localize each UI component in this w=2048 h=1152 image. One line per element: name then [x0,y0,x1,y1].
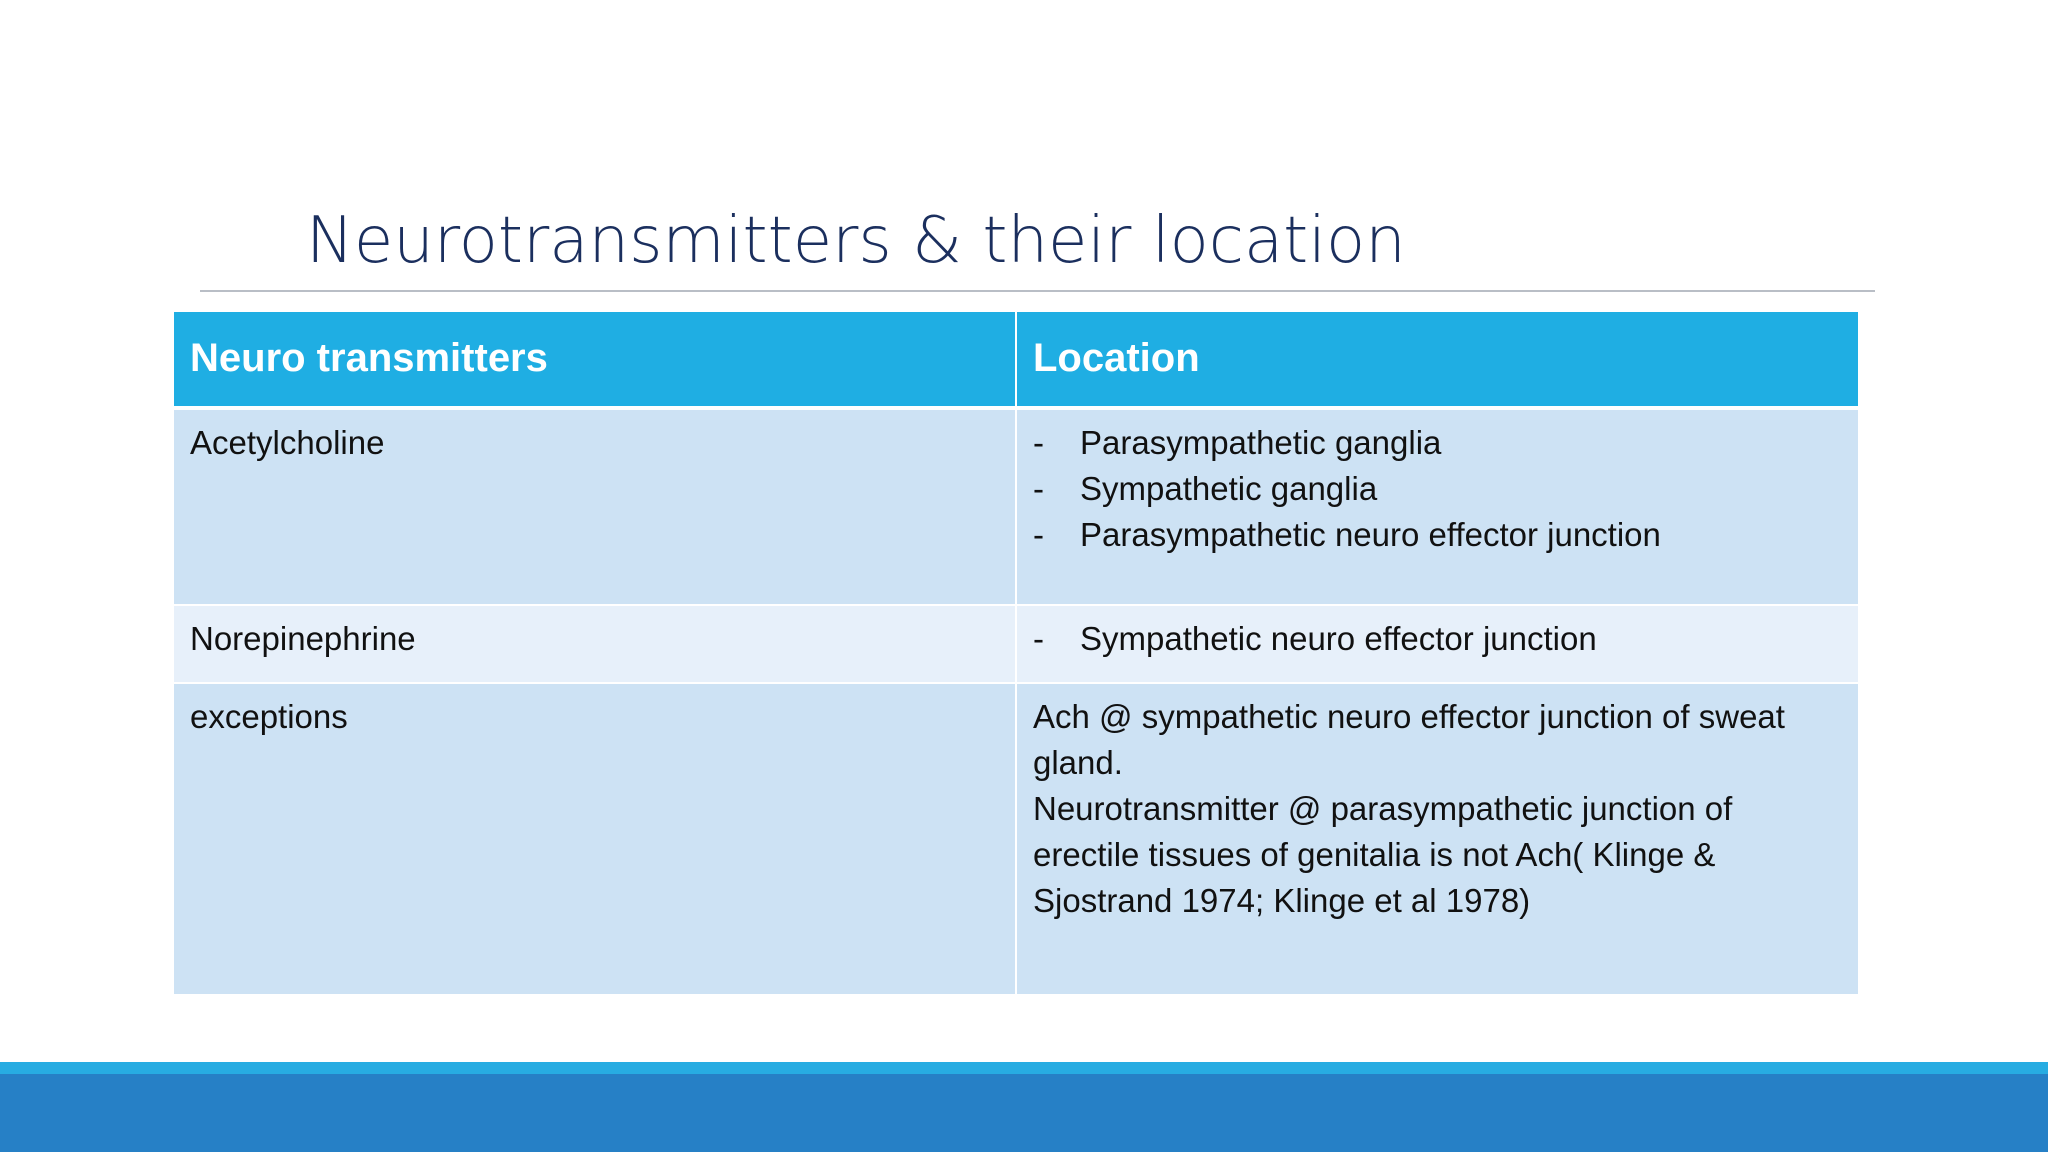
location-list [1033,420,1842,558]
slide-title: Neurotransmitters & their location [306,204,1406,278]
location-text: Parasympathetic ganglia [1080,424,1442,461]
table-header-row [174,312,1858,406]
location-text: Sympathetic neuro effector junction [1080,620,1597,657]
dash-marker: - [1033,470,1044,507]
list-item [1033,420,1842,466]
list-item [1033,616,1842,662]
table-row [174,410,1858,604]
transmitter-cell: exceptions [174,684,1015,994]
list-item [1033,512,1842,558]
header-cell-transmitters: Neuro transmitters [174,312,1015,406]
dash-marker: - [1033,424,1044,461]
location-list [1033,616,1842,662]
footer-band-accent [0,1062,2048,1074]
location-text: Parasympathetic neuro effector junction [1080,516,1661,553]
exceptions-cell [1017,684,1858,994]
location-cell [1017,410,1858,604]
exception-note: Neurotransmitter @ parasympathetic junction of erectile tissues of genitalia is not Ach( Klinge & Sjostrand 1974; Klinge et al 1978) [1033,790,1733,919]
table-row [174,684,1858,994]
transmitter-cell: Acetylcholine [174,410,1015,604]
footer-band [0,1074,2048,1152]
table-row [174,606,1858,682]
location-cell [1017,606,1858,682]
title-divider [200,290,1875,292]
transmitter-cell: Norepinephrine [174,606,1015,682]
exception-note: Ach @ sympathetic neuro effector junction of sweat gland. [1033,698,1785,781]
header-cell-location: Location [1017,312,1858,406]
dash-marker: - [1033,516,1044,553]
list-item [1033,466,1842,512]
dash-marker: - [1033,620,1044,657]
location-text: Sympathetic ganglia [1080,470,1378,507]
